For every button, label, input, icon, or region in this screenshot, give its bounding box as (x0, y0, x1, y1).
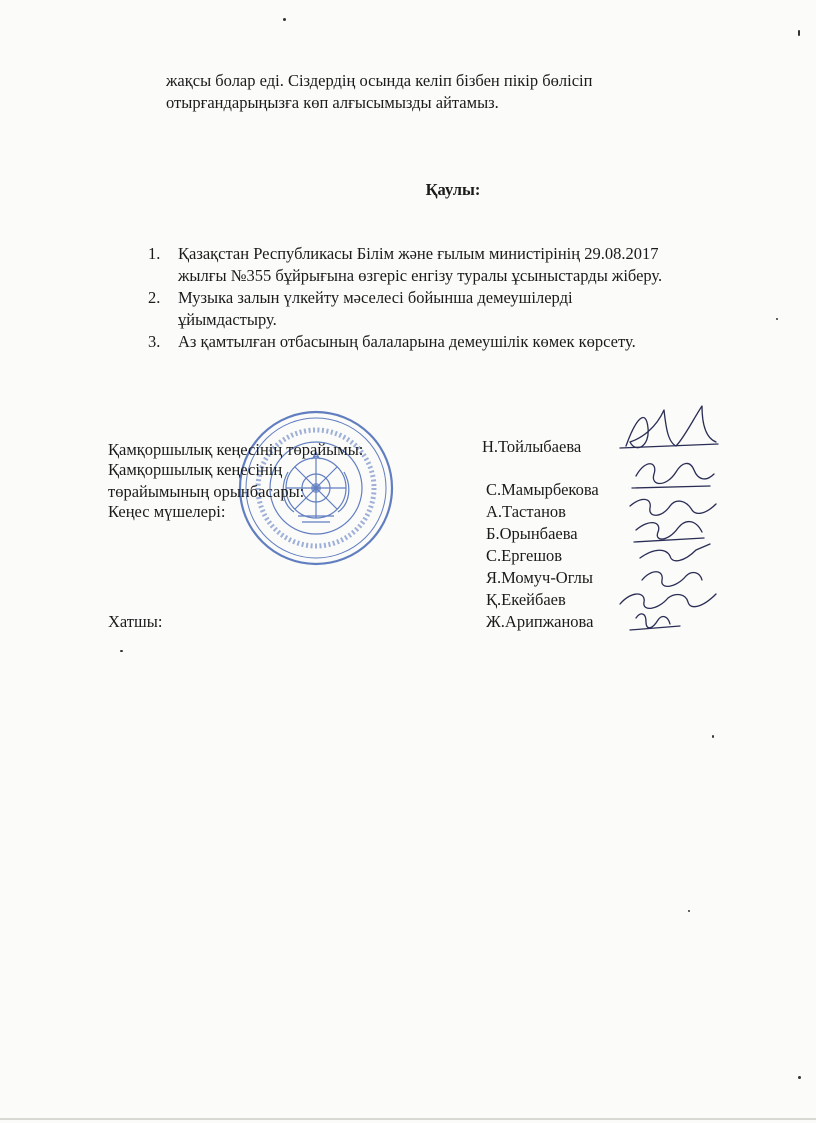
resolution-item (148, 331, 768, 353)
member-name: Б.Орынбаева (486, 524, 578, 543)
paragraph-line: отырғандарыңызға көп алғысымызды айтамыз. (166, 93, 499, 112)
resolution-heading: Қаулы: (425, 180, 481, 199)
item-line: Аз қамтылған отбасының балаларына демеушілік көмек көрсету. (178, 332, 636, 351)
signature-deputy (632, 463, 714, 488)
resolution-item (148, 243, 768, 287)
item-line: ұйымдастыру. (178, 310, 277, 329)
members-role-label: Кеңес мүшелері: (108, 502, 226, 521)
member-name: Қ.Екейбаев (486, 590, 566, 609)
signature-chair (620, 406, 718, 448)
item-number: 1. (148, 244, 161, 263)
scan-edge (0, 1118, 816, 1120)
secretary-role-label: Хатшы: (108, 612, 163, 631)
scan-speck (798, 1076, 801, 1079)
closing-paragraph (166, 70, 726, 114)
signature-secretary (630, 614, 680, 630)
deputy-name: С.Мамырбекова (486, 480, 599, 499)
signature-member5 (620, 594, 716, 608)
signature-member2 (634, 522, 704, 542)
item-line: Музыка залын үлкейту мәселесі бойынша демеушілерді (178, 288, 573, 307)
chair-role-label: Қамқоршылық кеңесінің төрайымы: (108, 440, 364, 459)
chair-name: Н.Тойлыбаева (482, 437, 582, 456)
resolution-item (148, 287, 768, 331)
scan-speck (712, 735, 714, 738)
item-number: 3. (148, 332, 161, 351)
deputy-role-label: Қамқоршылық кеңесінің (108, 460, 283, 479)
scan-speck (688, 910, 690, 912)
item-line: жылғы №355 бұйрығына өзгеріс енгізу туралы ұсыныстарды жіберу. (178, 266, 663, 285)
secretary-name: Ж.Арипжанова (486, 612, 594, 631)
deputy-role-label-cont: төрайымының орынбасары: (108, 482, 305, 501)
signature-member3 (640, 544, 710, 561)
member-name: А.Тастанов (486, 502, 566, 521)
scan-speck (776, 318, 778, 320)
item-number: 2. (148, 288, 161, 307)
scan-speck (798, 30, 800, 36)
signature-member4 (642, 572, 702, 587)
member-name: Я.Момуч-Оглы (486, 568, 593, 587)
signature-member1 (630, 499, 716, 515)
resolution-list (148, 243, 768, 353)
scan-speck (120, 650, 123, 652)
item-line: Қазақстан Республикасы Білім және ғылым министірінің 29.08.2017 (178, 244, 659, 263)
signatures-column (606, 398, 724, 638)
scan-speck (283, 18, 286, 21)
paragraph-line: жақсы болар еді. Сіздердің осында келіп бізбен пікір бөлісіп (166, 71, 593, 90)
member-name: С.Ергешов (486, 546, 563, 565)
